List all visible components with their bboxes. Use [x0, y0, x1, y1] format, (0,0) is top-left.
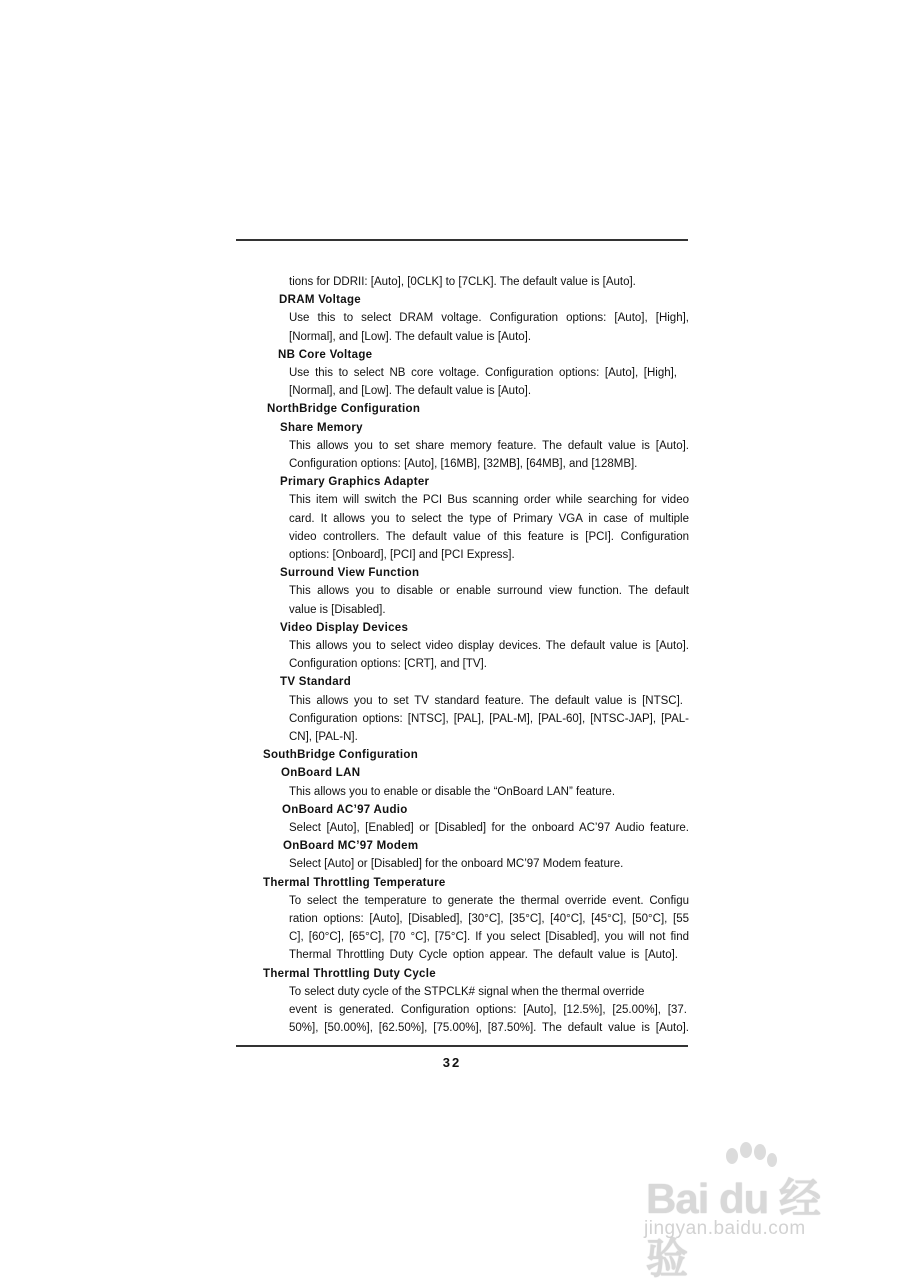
section-heading: OnBoard AC’97 Audio [282, 803, 408, 816]
body-line: ration options: [Auto], [Disabled], [30°C], [35°C], [40°C], [45°C], [50°C], [55 [289, 913, 689, 925]
body-line: video controllers. The default value of this feature is [PCI]. Configuration [289, 530, 689, 543]
paw-icon [720, 1142, 780, 1182]
body-line: This allows you to enable or disable the “OnBoard LAN” feature. [289, 785, 616, 798]
section-heading: Thermal Throttling Temperature [263, 876, 446, 889]
body-line: This item will switch the PCI Bus scanning order while searching for video [289, 494, 689, 507]
section-heading: OnBoard LAN [281, 767, 361, 780]
body-line: C], [60°C], [65°C], [70 °C], [75°C]. If you select [Disabled], you will not find [289, 931, 689, 944]
baidu-watermark [640, 1140, 860, 1282]
body-line: Configuration options: [Auto], [16MB], [32MB], [64MB], and [128MB]. [289, 458, 638, 470]
section-heading: OnBoard MC’97 Modem [283, 840, 419, 853]
section-heading: Video Display Devices [280, 621, 409, 634]
bottom-rule [236, 1045, 688, 1047]
top-rule [236, 239, 688, 241]
body-line: event is generated. Configuration options: [Auto], [12.5%], [25.00%], [37. [289, 1004, 687, 1016]
body-line: [Normal], and [Low]. The default value is [Auto]. [289, 385, 532, 398]
section-heading: DRAM Voltage [279, 294, 361, 307]
body-line: options: [Onboard], [PCI] and [PCI Express]. [289, 549, 515, 561]
body-line: This allows you to disable or enable surround view function. The default [289, 585, 689, 598]
body-line: Use this to select NB core voltage. Configuration options: [Auto], [High], [289, 367, 677, 379]
section-heading: SouthBridge Configuration [263, 749, 419, 762]
body-line: Use this to select DRAM voltage. Configuration options: [Auto], [High], [289, 312, 689, 325]
body-line: This allows you to select video display devices. The default value is [Auto]. [289, 640, 689, 652]
body-line: Configuration options: [CRT], and [TV]. [289, 658, 487, 671]
section-heading: TV Standard [280, 676, 352, 689]
body-line: To select the temperature to generate the thermal override event. Configu [289, 894, 689, 907]
section-heading: NB Core Voltage [278, 348, 373, 361]
section-heading: Primary Graphics Adapter [280, 476, 430, 489]
body-line: 50%], [50.00%], [62.50%], [75.00%], [87.50%]. The default value is [Auto]. [289, 1022, 689, 1035]
body-line: Configuration options: [NTSC], [PAL], [PAL-M], [PAL-60], [NTSC-JAP], [PAL- [289, 712, 689, 725]
body-line: card. It allows you to select the type of Primary VGA in case of multiple [289, 512, 689, 525]
body-line: CN], [PAL-N]. [289, 731, 358, 743]
body-line: tions for DDRII: [Auto], [0CLK] to [7CLK]. The default value is [Auto]. [289, 276, 636, 288]
body-line: This allows you to set TV standard feature. The default value is [NTSC]. [289, 694, 683, 707]
section-heading: Share Memory [280, 421, 363, 434]
section-heading: NorthBridge Configuration [267, 403, 421, 416]
body-line: value is [Disabled]. [289, 603, 386, 616]
body-line: Select [Auto], [Enabled] or [Disabled] for the onboard AC’97 Audio feature. [289, 822, 689, 834]
body-line: [Normal], and [Low]. The default value is [Auto]. [289, 330, 532, 343]
page-number: 32 [442, 1055, 462, 1070]
body-line: This allows you to set share memory feature. The default value is [Auto]. [289, 439, 689, 452]
section-heading: Surround View Function [280, 567, 420, 580]
body-line: Thermal Throttling Duty Cycle option appear. The default value is [Auto]. [289, 949, 678, 962]
body-line: Select [Auto] or [Disabled] for the onboard MC’97 Modem feature. [289, 858, 624, 871]
watermark-url: jingyan.baidu.com [644, 1218, 806, 1239]
watermark-logo: Bai du 经验 [646, 1175, 821, 1282]
section-heading: Thermal Throttling Duty Cycle [263, 967, 436, 980]
body-line: To select duty cycle of the STPCLK# signal when the thermal override [289, 985, 645, 998]
